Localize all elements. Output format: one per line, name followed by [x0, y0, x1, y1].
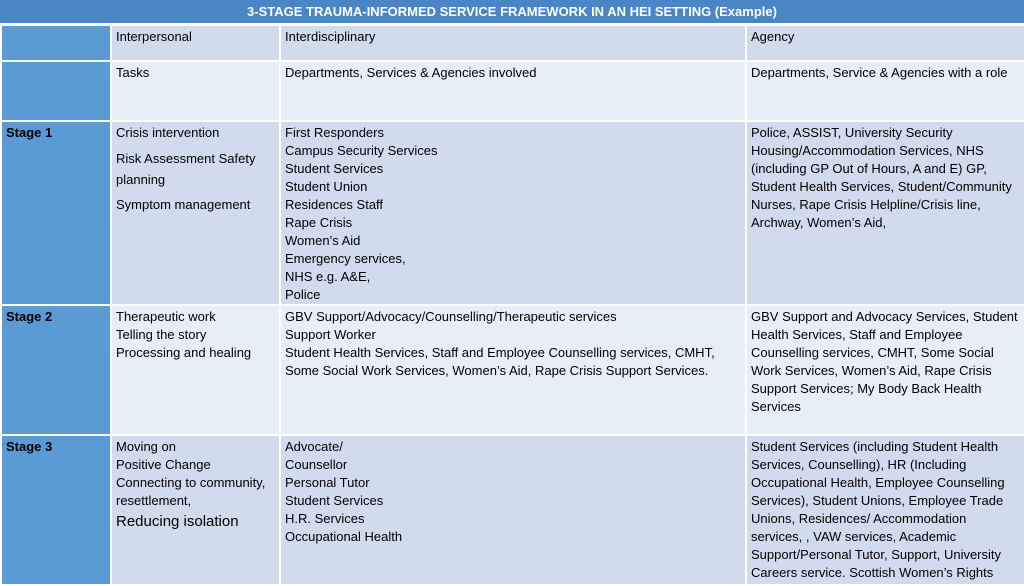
task-item: Processing and healing [116, 345, 252, 360]
header-row [1, 25, 1024, 61]
sub-header-interdisciplinary: Departments, Services & Agencies involved [280, 61, 746, 121]
sub-header-stage-cell [1, 61, 111, 121]
header-interdisciplinary: Interdisciplinary [280, 25, 746, 61]
task-item: Moving on [116, 439, 176, 454]
stage-label: Stage 1 [1, 121, 111, 305]
service-item: Police [285, 287, 321, 302]
service-item: Occupational Health [285, 529, 403, 544]
sub-header-agency: Departments, Service & Agencies with a role [746, 61, 1024, 121]
stage-interpersonal [111, 121, 280, 305]
service-item: GBV Support/Advocacy/Counselling/Therapeutic services [285, 309, 617, 324]
service-item: Student Services [285, 161, 384, 176]
stage-agency: GBV Support and Advocacy Services, Student Health Services, Staff and Employee Counselling services, CMHT, Some Social Work Services, Women’s Aid, Rape Crisis Support Services; My Body Back Health Services [746, 305, 1024, 435]
service-item: Women’s Aid [285, 233, 361, 248]
stage-interdisciplinary [280, 121, 746, 305]
task-item: Positive Change [116, 457, 211, 472]
stage-agency: Student Services (including Student Health Services, Counselling), HR (Including Occupational Health, Employee Counselling Services), Student Unions, Employee Trade Unions, Residences/ Accommodation services, , VAW services, Academic Support/Personal Tutor, Support, University Careers service. Scottish Women’s Rights [746, 435, 1024, 585]
stage-label: Stage 2 [1, 305, 111, 435]
task-item: Crisis intervention [116, 125, 220, 140]
service-item: NHS e.g. A&E, [285, 269, 371, 284]
service-item: Advocate/ [285, 439, 343, 454]
sub-header-row [1, 61, 1024, 121]
stage-interdisciplinary [280, 305, 746, 435]
service-item: Student Services [285, 493, 384, 508]
task-item: Symptom management [116, 197, 251, 212]
service-item: First Responders [285, 125, 384, 140]
stage-row [1, 121, 1024, 305]
task-item: Telling the story [116, 327, 207, 342]
stage-interpersonal [111, 435, 280, 585]
stage-interdisciplinary [280, 435, 746, 585]
stage-row [1, 305, 1024, 435]
stage-row [1, 435, 1024, 585]
service-item: Support Worker [285, 327, 376, 342]
header-stage-cell [1, 25, 111, 61]
service-item: Personal Tutor [285, 475, 370, 490]
service-item: Emergency services, [285, 251, 406, 266]
service-item: Rape Crisis [285, 215, 353, 230]
header-interpersonal: Interpersonal [111, 25, 280, 61]
header-agency: Agency [746, 25, 1024, 61]
service-item: Campus Security Services [285, 143, 438, 158]
task-item: Therapeutic work [116, 309, 216, 324]
page-title: 3-STAGE TRAUMA-INFORMED SERVICE FRAMEWORK IN AN HEI SETTING (Example) [0, 0, 1024, 24]
framework-table [0, 24, 1024, 586]
stage-interpersonal [111, 305, 280, 435]
service-item: Counsellor [285, 457, 348, 472]
stage-agency: Police, ASSIST, University Security Housing/Accommodation Services, NHS (including GP Out of Hours, A and E) GP, Student Health Services, Student/Community Nurses, Rape Crisis Helpline/Crisis line, Archway, Women’s Aid, [746, 121, 1024, 305]
task-item: Risk Assessment Safety planning [116, 151, 256, 187]
task-item: Connecting to community, resettlement, [116, 475, 266, 508]
service-item: Student Union [285, 179, 368, 194]
service-item: Residences Staff [285, 197, 384, 212]
stage-label: Stage 3 [1, 435, 111, 585]
sub-header-interpersonal: Tasks [111, 61, 280, 121]
service-item: H.R. Services [285, 511, 365, 526]
task-item: Reducing isolation [116, 513, 239, 530]
service-item: Student Health Services, Staff and Employee Counselling services, CMHT, Some Social Work Services, Women’s Aid, Rape Crisis Support Services. [285, 345, 715, 378]
